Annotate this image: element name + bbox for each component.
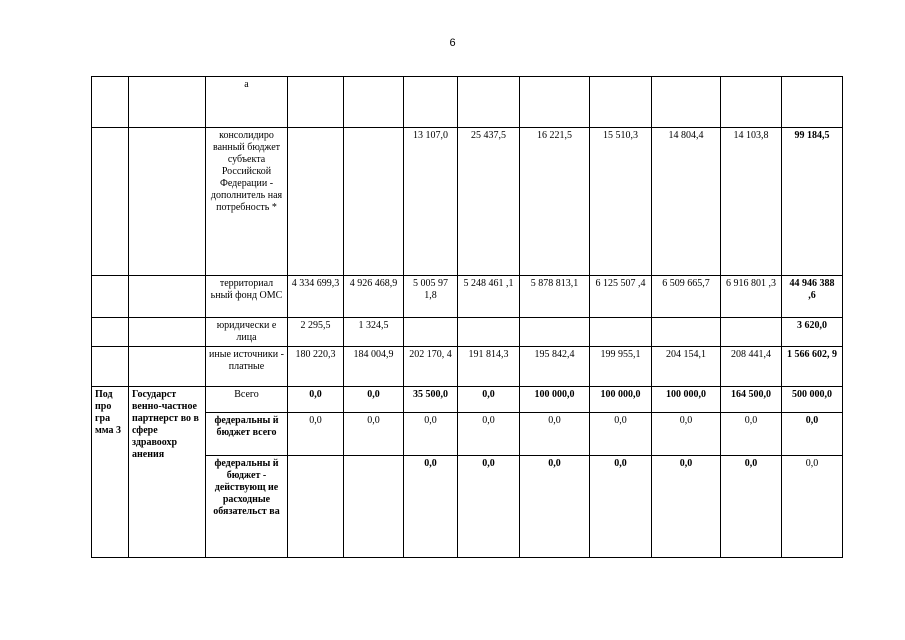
program-cell-empty xyxy=(92,128,129,276)
value-cell: 0,0 xyxy=(520,413,590,456)
page-number: 6 xyxy=(449,37,456,49)
program-name-cell-empty xyxy=(129,347,206,387)
source-cell: юридически е лица xyxy=(206,318,288,347)
total-cell: 99 184,5 xyxy=(782,128,843,276)
source-cell: федеральны й бюджет всего xyxy=(206,413,288,456)
value-cell xyxy=(458,318,520,347)
value-cell: 0,0 xyxy=(288,413,344,456)
program-cell-empty xyxy=(92,77,129,128)
budget-table xyxy=(91,76,843,558)
total-cell: 1 566 602, 9 xyxy=(782,347,843,387)
value-cell: 0,0 xyxy=(458,387,520,413)
value-cell: 0,0 xyxy=(590,413,652,456)
value-cell: 0,0 xyxy=(590,456,652,558)
program-name-cell-empty xyxy=(129,318,206,347)
value-cell: 16 221,5 xyxy=(520,128,590,276)
value-cell: 0,0 xyxy=(652,413,721,456)
value-cell: 6 916 801 ,3 xyxy=(721,276,782,318)
value-cell xyxy=(344,456,404,558)
value-cell: 199 955,1 xyxy=(590,347,652,387)
program-name-cell-empty xyxy=(129,77,206,128)
total-cell: 500 000,0 xyxy=(782,387,843,413)
value-cell: 180 220,3 xyxy=(288,347,344,387)
value-cell xyxy=(520,77,590,128)
value-cell: 25 437,5 xyxy=(458,128,520,276)
table-row xyxy=(92,387,843,413)
value-cell: 0,0 xyxy=(344,387,404,413)
value-cell: 1 324,5 xyxy=(344,318,404,347)
value-cell: 5 248 461 ,1 xyxy=(458,276,520,318)
value-cell: 100 000,0 xyxy=(520,387,590,413)
subprogram-name: Государст венно-частное партнерст во в сфере здравоохр анения xyxy=(129,387,206,558)
value-cell xyxy=(652,318,721,347)
value-cell: 0,0 xyxy=(344,413,404,456)
source-cell: территориал ьный фонд ОМС xyxy=(206,276,288,318)
value-cell: 13 107,0 xyxy=(404,128,458,276)
value-cell: 0,0 xyxy=(404,456,458,558)
value-cell: 6 509 665,7 xyxy=(652,276,721,318)
value-cell xyxy=(590,318,652,347)
value-cell: 4 334 699,3 xyxy=(288,276,344,318)
value-cell: 100 000,0 xyxy=(590,387,652,413)
value-cell: 202 170, 4 xyxy=(404,347,458,387)
source-cell: а xyxy=(206,77,288,128)
program-cell-empty xyxy=(92,318,129,347)
value-cell xyxy=(288,77,344,128)
table-row xyxy=(92,77,843,128)
value-cell xyxy=(721,77,782,128)
value-cell: 14 804,4 xyxy=(652,128,721,276)
value-cell: 0,0 xyxy=(520,456,590,558)
source-cell: консолидиро ванный бюджет субъекта Российской Федерации - дополнитель ная потребность * xyxy=(206,128,288,276)
value-cell: 0,0 xyxy=(652,456,721,558)
value-cell xyxy=(404,318,458,347)
value-cell: 4 926 468,9 xyxy=(344,276,404,318)
value-cell xyxy=(652,77,721,128)
value-cell: 184 004,9 xyxy=(344,347,404,387)
value-cell: 6 125 507 ,4 xyxy=(590,276,652,318)
value-cell: 5 878 813,1 xyxy=(520,276,590,318)
program-name-cell-empty xyxy=(129,276,206,318)
total-cell xyxy=(782,77,843,128)
program-name-cell-empty xyxy=(129,128,206,276)
value-cell: 0,0 xyxy=(721,456,782,558)
value-cell xyxy=(520,318,590,347)
value-cell: 204 154,1 xyxy=(652,347,721,387)
source-cell: федеральны й бюджет - действующ ие расходные обязательст ва xyxy=(206,456,288,558)
value-cell: 5 005 97 1,8 xyxy=(404,276,458,318)
value-cell: 2 295,5 xyxy=(288,318,344,347)
total-cell: 0,0 xyxy=(782,413,843,456)
value-cell: 164 500,0 xyxy=(721,387,782,413)
value-cell: 0,0 xyxy=(458,456,520,558)
table-row xyxy=(92,318,843,347)
value-cell xyxy=(458,77,520,128)
value-cell: 35 500,0 xyxy=(404,387,458,413)
source-cell: Всего xyxy=(206,387,288,413)
program-cell-empty xyxy=(92,347,129,387)
value-cell: 195 842,4 xyxy=(520,347,590,387)
total-cell: 3 620,0 xyxy=(782,318,843,347)
program-cell-empty xyxy=(92,276,129,318)
value-cell xyxy=(344,77,404,128)
table-row xyxy=(92,276,843,318)
value-cell: 15 510,3 xyxy=(590,128,652,276)
subprogram-label: Под про гра мма 3 xyxy=(92,387,129,558)
value-cell: 14 103,8 xyxy=(721,128,782,276)
value-cell: 191 814,3 xyxy=(458,347,520,387)
total-cell: 44 946 388 ,6 xyxy=(782,276,843,318)
value-cell xyxy=(404,77,458,128)
total-cell: 0,0 xyxy=(782,456,843,558)
value-cell: 0,0 xyxy=(721,413,782,456)
value-cell xyxy=(590,77,652,128)
value-cell: 0,0 xyxy=(458,413,520,456)
table-row xyxy=(92,347,843,387)
value-cell xyxy=(721,318,782,347)
value-cell xyxy=(288,128,344,276)
value-cell: 0,0 xyxy=(404,413,458,456)
table-row xyxy=(92,128,843,276)
value-cell: 0,0 xyxy=(288,387,344,413)
value-cell: 208 441,4 xyxy=(721,347,782,387)
value-cell xyxy=(288,456,344,558)
source-cell: иные источники - платные xyxy=(206,347,288,387)
value-cell xyxy=(344,128,404,276)
value-cell: 100 000,0 xyxy=(652,387,721,413)
